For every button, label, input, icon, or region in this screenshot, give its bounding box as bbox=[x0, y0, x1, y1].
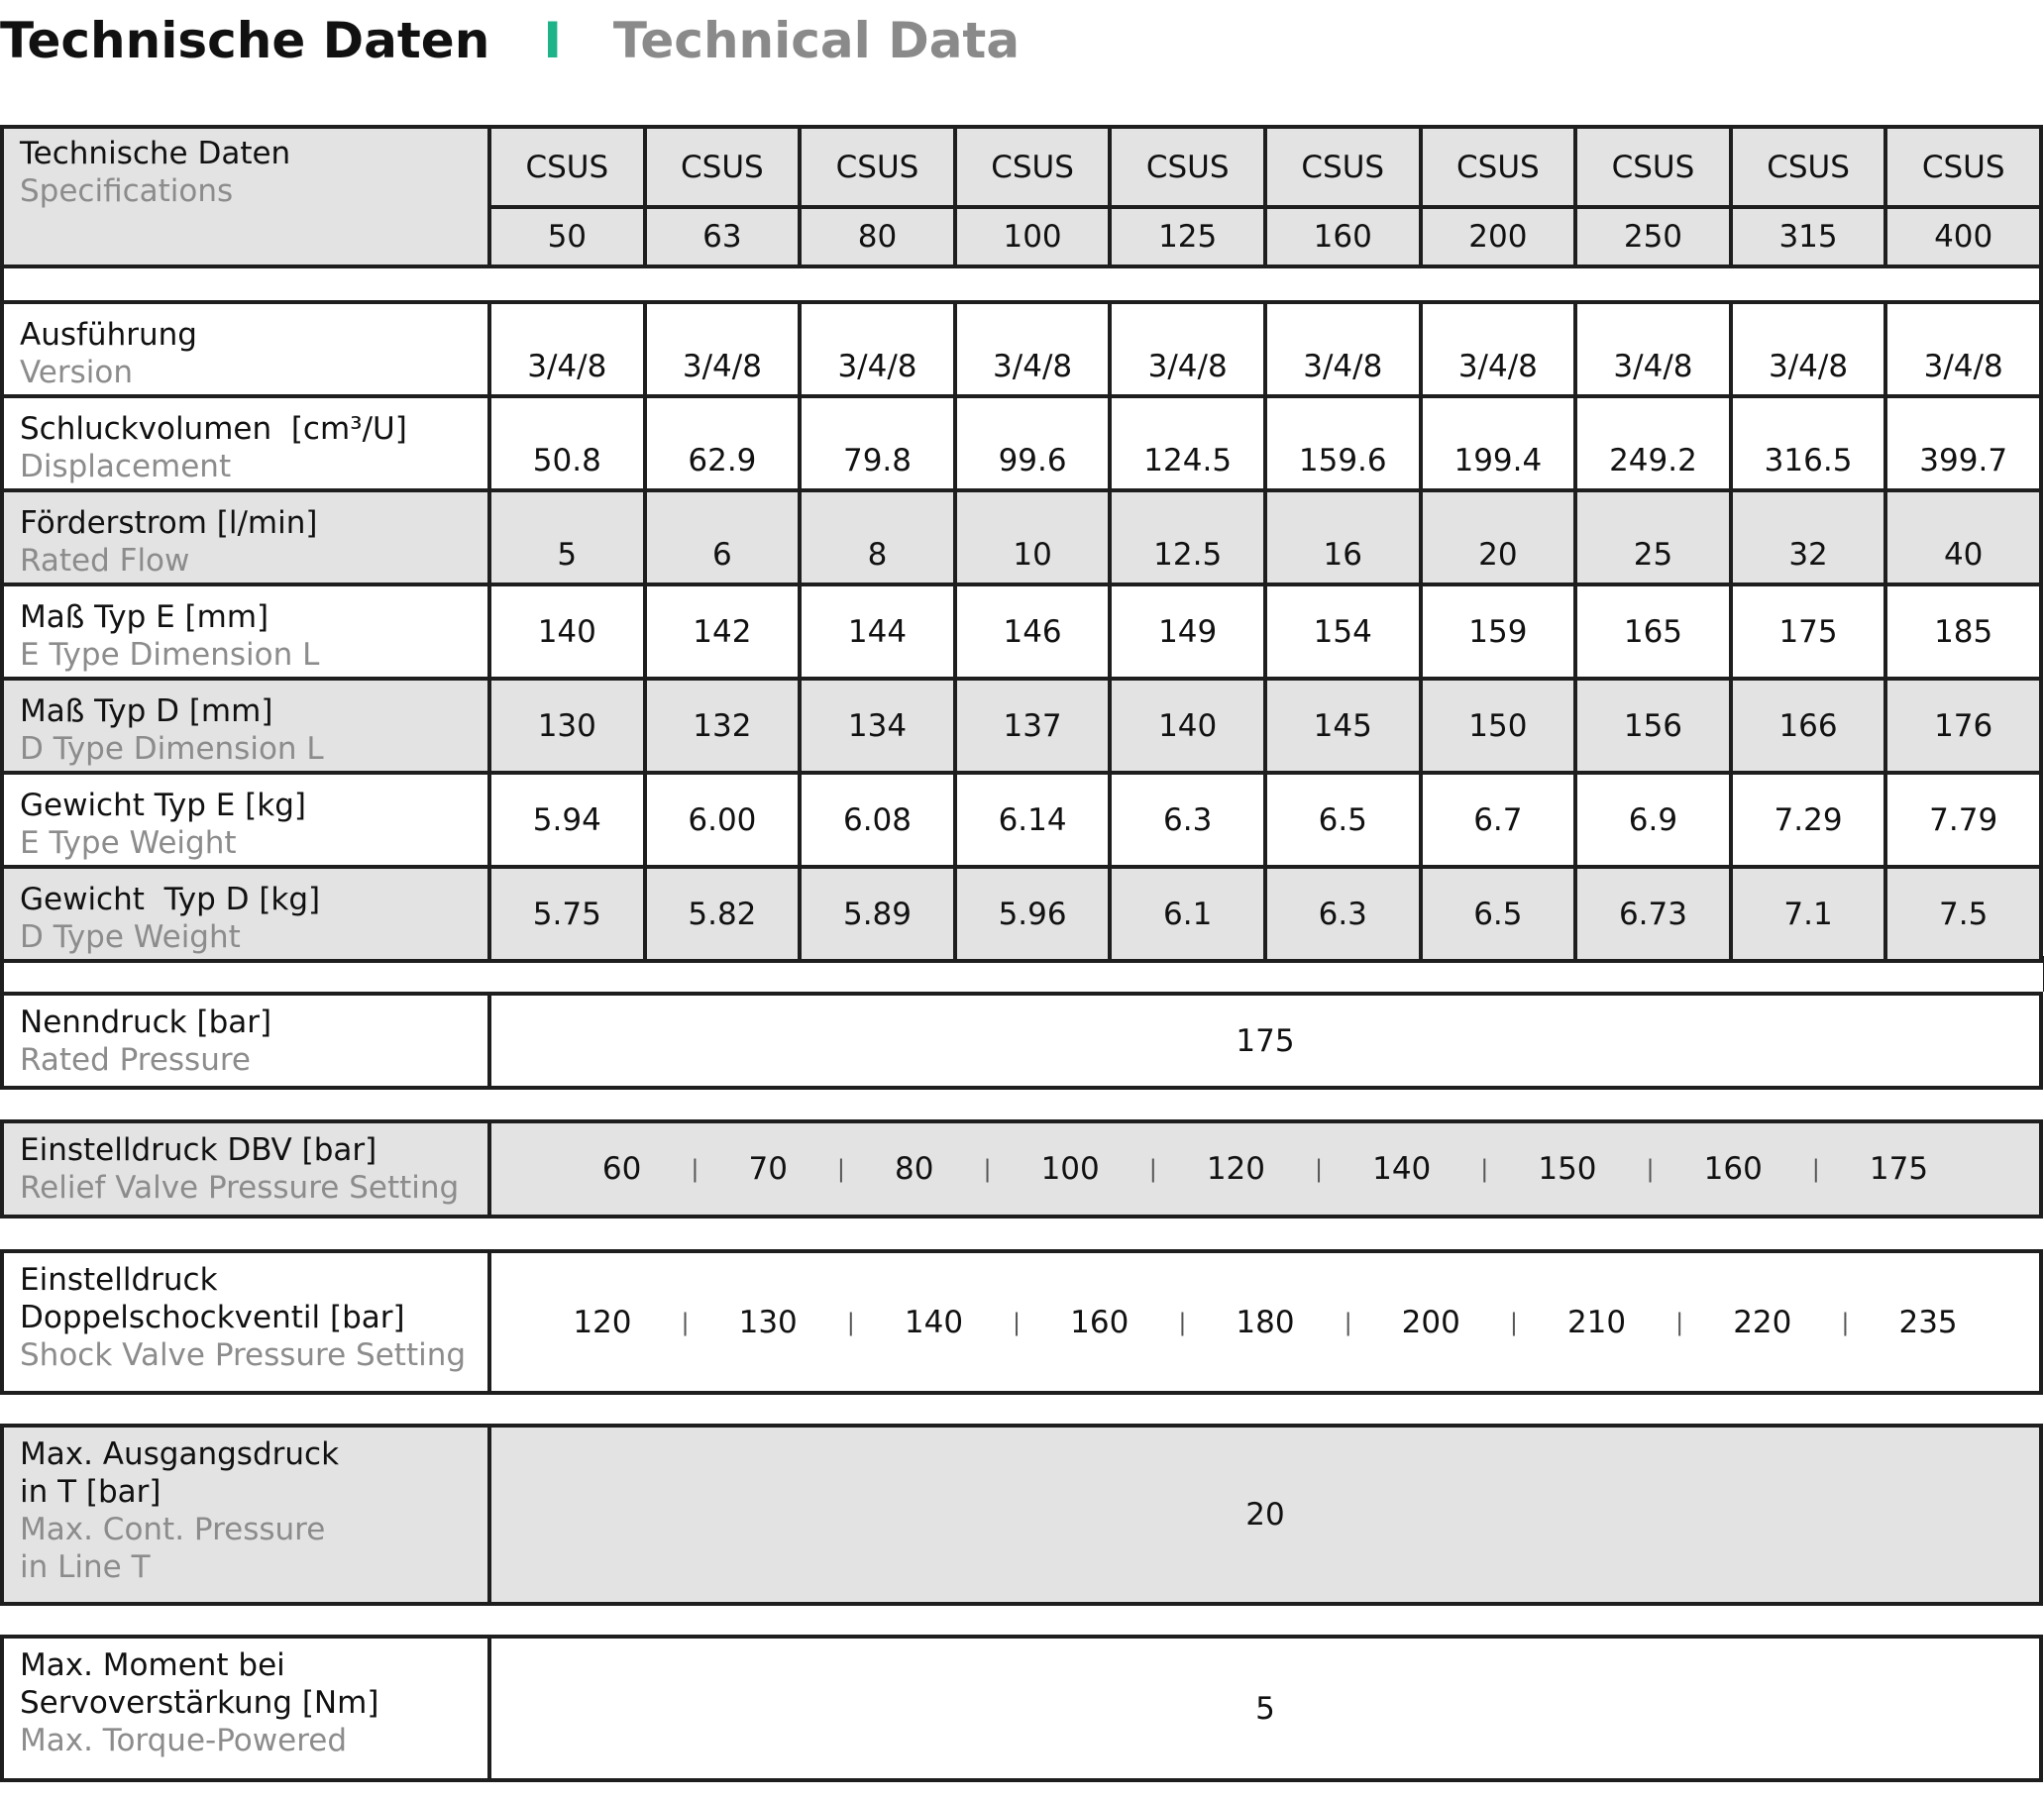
pressure-value: 100 bbox=[1040, 1151, 1100, 1187]
pressure-value: 160 bbox=[1703, 1151, 1763, 1187]
list-separator: | bbox=[836, 1155, 846, 1183]
rated-pressure-table bbox=[0, 992, 2043, 1090]
table-cell: 150 bbox=[1421, 679, 1576, 773]
max-pressure-t-label-de2: in T [bar] bbox=[20, 1474, 161, 1510]
header-label bbox=[2, 127, 489, 266]
pressure-value: 160 bbox=[1070, 1304, 1130, 1340]
header-model-cell: CSUS bbox=[489, 127, 645, 207]
row-label-en: Rated Flow bbox=[20, 543, 190, 579]
table-cell: 7.1 bbox=[1731, 867, 1886, 961]
pressure-value: 140 bbox=[1372, 1151, 1432, 1187]
table-cell: 6.08 bbox=[800, 773, 955, 867]
pressure-value: 150 bbox=[1538, 1151, 1597, 1187]
table-cell: 165 bbox=[1575, 584, 1731, 679]
row-label-de: Förderstrom [l/min] bbox=[20, 505, 318, 541]
header-size-cell: 50 bbox=[489, 207, 645, 266]
title-separator: I bbox=[543, 12, 562, 69]
table-cell: 3/4/8 bbox=[1885, 302, 2041, 396]
page-title bbox=[0, 6, 1020, 75]
table-cell: 10 bbox=[955, 490, 1111, 584]
table-cell: 6.3 bbox=[1265, 867, 1421, 961]
table-cell: 3/4/8 bbox=[1110, 302, 1265, 396]
max-torque-value: 5 bbox=[489, 1637, 2041, 1780]
table-cell: 5.82 bbox=[645, 867, 801, 961]
table-cell: 5.94 bbox=[489, 773, 645, 867]
table-cell: 144 bbox=[800, 584, 955, 679]
table-cell: 6.1 bbox=[1110, 867, 1265, 961]
table-cell: 5.96 bbox=[955, 867, 1111, 961]
row-label-en: E Type Weight bbox=[20, 825, 237, 861]
row-label-de: Maß Typ E [mm] bbox=[20, 599, 269, 635]
max-torque-row bbox=[2, 1637, 2041, 1780]
table-row bbox=[2, 679, 2041, 773]
header-size-cell: 80 bbox=[800, 207, 955, 266]
list-separator: | bbox=[1841, 1308, 1850, 1336]
list-separator: | bbox=[1675, 1308, 1684, 1336]
max-pressure-t-label bbox=[2, 1426, 489, 1604]
list-separator: | bbox=[1315, 1155, 1324, 1183]
table-cell: 6.3 bbox=[1110, 773, 1265, 867]
row-label bbox=[2, 490, 489, 584]
table-cell: 5.75 bbox=[489, 867, 645, 961]
title-german: Technische Daten bbox=[0, 12, 490, 69]
table-cell: 3/4/8 bbox=[1731, 302, 1886, 396]
shock-valve-label-de2: Doppelschockventil [bar] bbox=[20, 1300, 405, 1335]
shock-valve-label-de1: Einstelldruck bbox=[20, 1262, 218, 1298]
table-cell: 6 bbox=[645, 490, 801, 584]
table-cell: 3/4/8 bbox=[1575, 302, 1731, 396]
table-cell: 6.5 bbox=[1421, 867, 1576, 961]
table-cell: 199.4 bbox=[1421, 396, 1576, 490]
table-cell: 12.5 bbox=[1110, 490, 1265, 584]
rated-pressure-value: 175 bbox=[489, 994, 2041, 1088]
table-cell: 6.5 bbox=[1265, 773, 1421, 867]
row-label-de: Schluckvolumen [cm³/U] bbox=[20, 411, 407, 447]
list-separator: | bbox=[846, 1308, 855, 1336]
rated-pressure-label bbox=[2, 994, 489, 1088]
table-cell: 140 bbox=[489, 584, 645, 679]
list-separator: | bbox=[983, 1155, 992, 1183]
pressure-value: 120 bbox=[1206, 1151, 1265, 1187]
table-cell: 6.73 bbox=[1575, 867, 1731, 961]
table-row bbox=[2, 773, 2041, 867]
table-cell: 3/4/8 bbox=[645, 302, 801, 396]
relief-valve-table bbox=[0, 1119, 2043, 1218]
list-separator: | bbox=[1013, 1308, 1022, 1336]
table-row bbox=[2, 396, 2041, 490]
header-size-cell: 200 bbox=[1421, 207, 1576, 266]
table-cell: 132 bbox=[645, 679, 801, 773]
max-pressure-t-value: 20 bbox=[489, 1426, 2041, 1604]
relief-valve-values bbox=[489, 1121, 2041, 1217]
max-torque-label bbox=[2, 1637, 489, 1780]
pressure-value: 80 bbox=[895, 1151, 934, 1187]
pressure-value: 60 bbox=[601, 1151, 642, 1187]
title-english: Technical Data bbox=[612, 12, 1021, 69]
block-separator bbox=[0, 956, 2044, 992]
block-separator bbox=[0, 1412, 2039, 1424]
pressure-value: 180 bbox=[1236, 1304, 1295, 1340]
relief-valve-label-en: Relief Valve Pressure Setting bbox=[20, 1170, 460, 1206]
table-row bbox=[2, 584, 2041, 679]
table-cell: 6.00 bbox=[645, 773, 801, 867]
pressure-value: 235 bbox=[1898, 1304, 1958, 1340]
shock-valve-row bbox=[2, 1251, 2041, 1393]
table-cell: 50.8 bbox=[489, 396, 645, 490]
row-label-en: Displacement bbox=[20, 449, 232, 484]
max-pressure-t-row bbox=[2, 1426, 2041, 1604]
table-cell: 7.29 bbox=[1731, 773, 1886, 867]
row-label-de: Gewicht Typ E [kg] bbox=[20, 788, 307, 823]
table-cell: 40 bbox=[1885, 490, 2041, 584]
pressure-value: 130 bbox=[738, 1304, 798, 1340]
table-cell: 140 bbox=[1110, 679, 1265, 773]
spec-table bbox=[0, 125, 2043, 963]
header-model-cell: CSUS bbox=[1731, 127, 1886, 207]
row-label bbox=[2, 302, 489, 396]
pressure-value: 175 bbox=[1869, 1151, 1929, 1187]
table-cell: 149 bbox=[1110, 584, 1265, 679]
table-cell: 316.5 bbox=[1731, 396, 1886, 490]
table-cell: 5 bbox=[489, 490, 645, 584]
max-torque-label-de1: Max. Moment bei bbox=[20, 1647, 285, 1683]
header-model-cell: CSUS bbox=[800, 127, 955, 207]
table-cell: 3/4/8 bbox=[489, 302, 645, 396]
table-cell: 134 bbox=[800, 679, 955, 773]
table-cell: 3/4/8 bbox=[800, 302, 955, 396]
table-cell: 159.6 bbox=[1265, 396, 1421, 490]
table-cell: 175 bbox=[1731, 584, 1886, 679]
header-model-cell: CSUS bbox=[1421, 127, 1576, 207]
table-cell: 399.7 bbox=[1885, 396, 2041, 490]
max-torque-table bbox=[0, 1635, 2043, 1782]
header-size-cell: 125 bbox=[1110, 207, 1265, 266]
spacer-cell bbox=[2, 266, 2041, 302]
pressure-value: 210 bbox=[1566, 1304, 1627, 1340]
header-model-cell: CSUS bbox=[1575, 127, 1731, 207]
row-label-de: Maß Typ D [mm] bbox=[20, 693, 273, 729]
max-pressure-t-label-de1: Max. Ausgangsdruck bbox=[20, 1436, 340, 1472]
max-pressure-t-table bbox=[0, 1424, 2043, 1606]
table-cell: 3/4/8 bbox=[1265, 302, 1421, 396]
header-model-cell: CSUS bbox=[645, 127, 801, 207]
row-label-en: Version bbox=[20, 355, 133, 390]
table-cell: 130 bbox=[489, 679, 645, 773]
header-size-cell: 160 bbox=[1265, 207, 1421, 266]
table-cell: 79.8 bbox=[800, 396, 955, 490]
table-cell: 32 bbox=[1731, 490, 1886, 584]
table-row bbox=[2, 490, 2041, 584]
table-cell: 6.9 bbox=[1575, 773, 1731, 867]
header-label-en: Specifications bbox=[20, 173, 234, 209]
list-separator: | bbox=[681, 1308, 690, 1336]
shock-valve-values bbox=[489, 1251, 2041, 1393]
row-label bbox=[2, 584, 489, 679]
table-cell: 137 bbox=[955, 679, 1111, 773]
row-label-en: D Type Weight bbox=[20, 919, 241, 955]
header-size-cell: 63 bbox=[645, 207, 801, 266]
shock-valve-table bbox=[0, 1249, 2043, 1395]
table-cell: 99.6 bbox=[955, 396, 1111, 490]
header-model-row bbox=[2, 127, 2041, 207]
table-cell: 6.7 bbox=[1421, 773, 1576, 867]
table-cell: 25 bbox=[1575, 490, 1731, 584]
row-label-en: D Type Dimension L bbox=[20, 731, 324, 767]
list-separator: | bbox=[1509, 1308, 1518, 1336]
row-label-de: Gewicht Typ D [kg] bbox=[20, 882, 321, 917]
row-label-de: Ausführung bbox=[20, 317, 197, 353]
rated-pressure-row bbox=[2, 994, 2041, 1088]
table-cell: 20 bbox=[1421, 490, 1576, 584]
spacer-row bbox=[2, 266, 2041, 302]
header-size-cell: 100 bbox=[955, 207, 1111, 266]
table-cell: 8 bbox=[800, 490, 955, 584]
header-size-cell: 400 bbox=[1885, 207, 2041, 266]
table-cell: 145 bbox=[1265, 679, 1421, 773]
table-cell: 176 bbox=[1885, 679, 2041, 773]
header-label-de: Technische Daten bbox=[20, 136, 291, 171]
list-separator: | bbox=[1646, 1155, 1655, 1183]
header-size-cell: 315 bbox=[1731, 207, 1886, 266]
relief-valve-row bbox=[2, 1121, 2041, 1217]
header-model-cell: CSUS bbox=[1885, 127, 2041, 207]
header-size-cell: 250 bbox=[1575, 207, 1731, 266]
pressure-value: 140 bbox=[904, 1304, 964, 1340]
list-separator: | bbox=[1480, 1155, 1489, 1183]
table-cell: 185 bbox=[1885, 584, 2041, 679]
table-cell: 62.9 bbox=[645, 396, 801, 490]
list-separator: | bbox=[1178, 1308, 1187, 1336]
table-row bbox=[2, 867, 2041, 961]
shock-valve-label-en: Shock Valve Pressure Setting bbox=[20, 1337, 467, 1373]
list-separator: | bbox=[1148, 1155, 1157, 1183]
row-label bbox=[2, 396, 489, 490]
table-cell: 249.2 bbox=[1575, 396, 1731, 490]
max-pressure-t-label-en1: Max. Cont. Pressure bbox=[20, 1512, 326, 1547]
list-separator: | bbox=[1344, 1308, 1352, 1336]
max-pressure-t-label-en2: in Line T bbox=[20, 1549, 151, 1585]
header-model-cell: CSUS bbox=[955, 127, 1111, 207]
table-cell: 154 bbox=[1265, 584, 1421, 679]
row-label bbox=[2, 773, 489, 867]
table-cell: 146 bbox=[955, 584, 1111, 679]
relief-valve-label bbox=[2, 1121, 489, 1217]
table-cell: 3/4/8 bbox=[955, 302, 1111, 396]
shock-valve-label bbox=[2, 1251, 489, 1393]
row-label-en: E Type Dimension L bbox=[20, 637, 320, 673]
list-separator: | bbox=[1811, 1155, 1820, 1183]
table-cell: 5.89 bbox=[800, 867, 955, 961]
relief-valve-list bbox=[491, 1151, 2039, 1187]
header-model-cell: CSUS bbox=[1110, 127, 1265, 207]
pressure-value: 220 bbox=[1733, 1304, 1792, 1340]
max-torque-label-de2: Servoverstärkung [Nm] bbox=[20, 1685, 379, 1721]
list-separator: | bbox=[691, 1155, 699, 1183]
table-cell: 6.14 bbox=[955, 773, 1111, 867]
pressure-value: 120 bbox=[573, 1304, 632, 1340]
row-label bbox=[2, 867, 489, 961]
table-cell: 159 bbox=[1421, 584, 1576, 679]
table-cell: 156 bbox=[1575, 679, 1731, 773]
table-row bbox=[2, 302, 2041, 396]
table-cell: 142 bbox=[645, 584, 801, 679]
row-label bbox=[2, 679, 489, 773]
table-cell: 7.79 bbox=[1885, 773, 2041, 867]
pressure-value: 200 bbox=[1401, 1304, 1460, 1340]
table-cell: 124.5 bbox=[1110, 396, 1265, 490]
header-model-cell: CSUS bbox=[1265, 127, 1421, 207]
table-cell: 7.5 bbox=[1885, 867, 2041, 961]
table-cell: 166 bbox=[1731, 679, 1886, 773]
rated-pressure-label-de: Nenndruck [bar] bbox=[20, 1005, 272, 1040]
relief-valve-label-de: Einstelldruck DBV [bar] bbox=[20, 1132, 377, 1168]
rated-pressure-label-en: Rated Pressure bbox=[20, 1042, 251, 1078]
table-cell: 3/4/8 bbox=[1421, 302, 1576, 396]
table-cell: 16 bbox=[1265, 490, 1421, 584]
shock-valve-list bbox=[491, 1305, 2039, 1340]
max-torque-label-en: Max. Torque-Powered bbox=[20, 1723, 348, 1758]
pressure-value: 70 bbox=[748, 1151, 788, 1187]
